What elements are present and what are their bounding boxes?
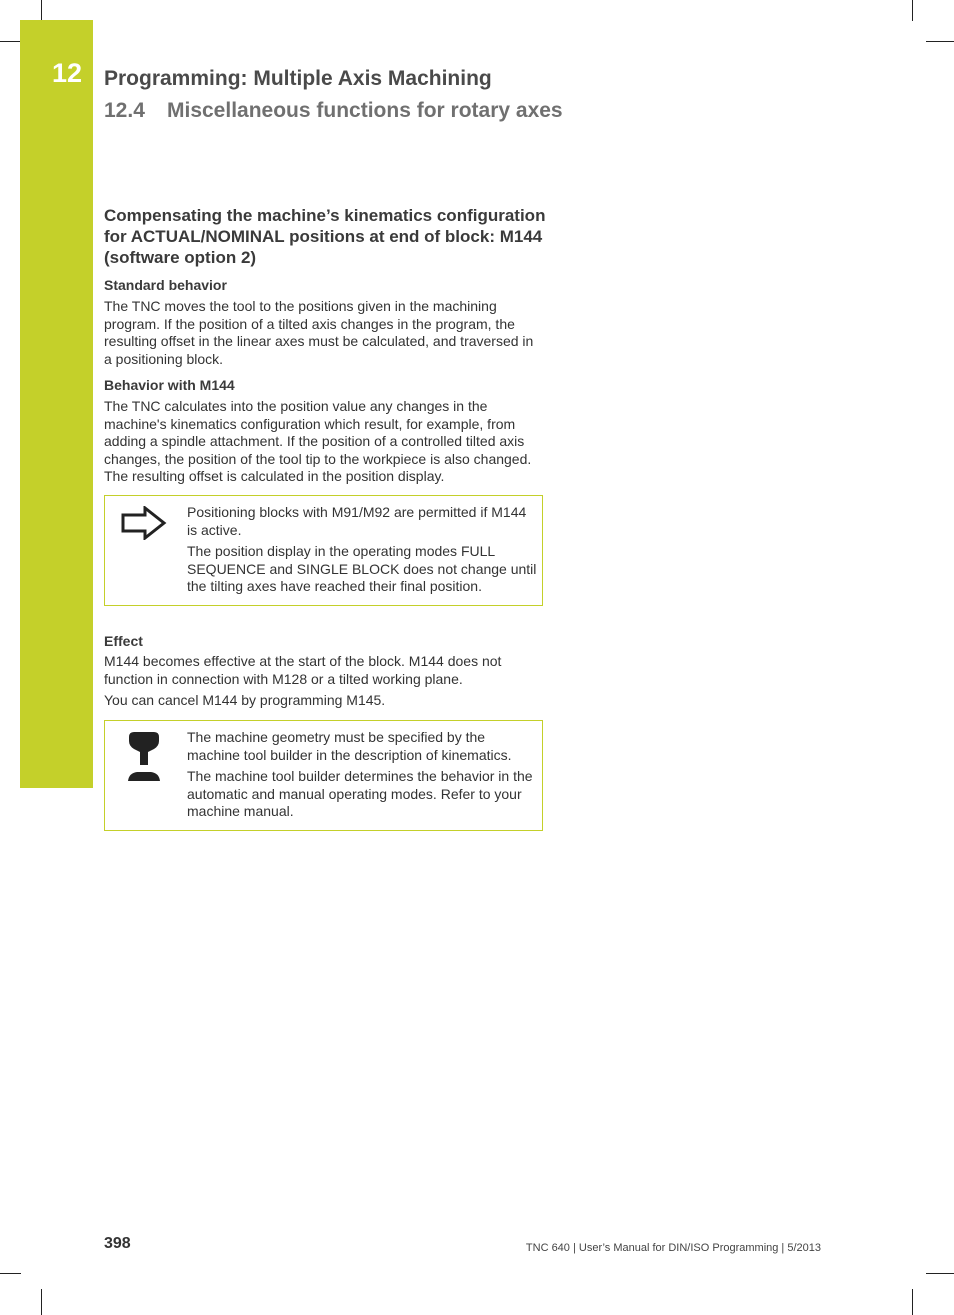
crop-mark bbox=[41, 0, 42, 21]
page-number: 398 bbox=[104, 1235, 131, 1252]
machine-tool-icon bbox=[125, 731, 163, 790]
chapter-side-bar bbox=[20, 20, 93, 788]
section-number: 12.4 bbox=[104, 99, 145, 122]
note-paragraph: The position display in the operating modes FULL SEQUENCE and SINGLE BLOCK does not change until the tilting axes have reached their final position. bbox=[187, 543, 537, 594]
m144-behavior-title: Behavior with M144 bbox=[104, 377, 235, 393]
effect-cancel-text: You can cancel M144 by programming M145. bbox=[104, 692, 386, 708]
crop-mark bbox=[0, 1273, 21, 1274]
main-content bbox=[104, 205, 564, 486]
crop-mark bbox=[926, 41, 954, 42]
effect-section bbox=[104, 632, 564, 710]
standard-behavior-text: The TNC moves the tool to the positions given in the machining program. If the position of a tilted axis changes in the program, the resulting offset in the linear axes must be calculated, and traversed in a positioning block. bbox=[104, 298, 534, 367]
effect-text: M144 becomes effective at the start of the block. M144 does not function in connection with M128 or a tilted working plane. bbox=[104, 653, 502, 687]
footer-reference: TNC 640 | User’s Manual for DIN/ISO Programming | 5/2013 bbox=[525, 1242, 821, 1254]
crop-mark bbox=[912, 0, 913, 21]
note-text bbox=[187, 504, 537, 596]
arrow-right-icon bbox=[121, 506, 167, 545]
note-paragraph: The machine tool builder determines the behavior in the automatic and manual operating modes. Refer to your machine manual. bbox=[187, 768, 533, 819]
crop-mark bbox=[926, 1273, 954, 1274]
note-paragraph: Positioning blocks with M91/M92 are permitted if M144 is active. bbox=[187, 504, 527, 538]
note-box-machine bbox=[104, 720, 543, 831]
note-box-info bbox=[104, 495, 543, 606]
section-header bbox=[104, 99, 563, 123]
m144-behavior-text: The TNC calculates into the position value any changes in the machine's kinematics configuration which result, for example, from adding a spindle attachment. If the position of a controlled tilted axis changes, the position of the tool tip to the workpiece is also changed. The resulting offset is calculated in the position display. bbox=[104, 398, 532, 484]
section-heading: Compensating the machine’s kinematics configuration for ACTUAL/NOMINAL positions at end of block: M144 (software option 2) bbox=[104, 206, 546, 267]
chapter-number: 12 bbox=[52, 58, 83, 88]
note-text bbox=[187, 729, 537, 821]
chapter-title: Programming: Multiple Axis Machining bbox=[104, 67, 492, 90]
crop-mark bbox=[912, 1289, 913, 1315]
effect-title: Effect bbox=[104, 633, 143, 649]
note-paragraph: The machine geometry must be specified by the machine tool builder in the description of kinematics. bbox=[187, 729, 512, 763]
crop-mark bbox=[41, 1289, 42, 1315]
section-title: Miscellaneous functions for rotary axes bbox=[167, 99, 563, 122]
standard-behavior-title: Standard behavior bbox=[104, 277, 227, 293]
crop-mark bbox=[0, 41, 21, 42]
